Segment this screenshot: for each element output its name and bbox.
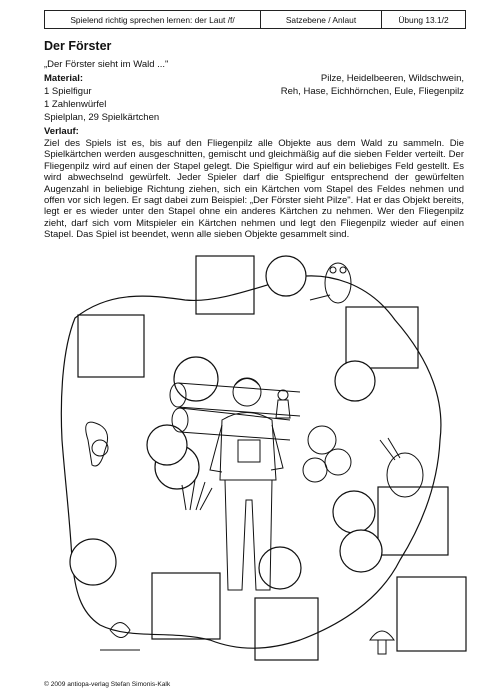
procedure-heading: Verlauf:: [44, 126, 79, 137]
card-field: [397, 577, 466, 651]
material-item: 1 Zahlenwürfel: [44, 99, 107, 110]
card-field: [196, 256, 254, 314]
procedure-text: Ziel des Spiels ist es, bis auf den Fliegenpilz alle Objekte aus dem Wald zu sammeln. Die Spielkärtchen werden ausgeschnitten, gemischt und gleichmäßig auf die sieben Felder verteilt. Der Fliegenpilz wird auf einen der Stapel gelegt. Die Spielfigur wird auf ein beliebiges Feld gestellt. Es wird abwechselnd gewürfelt. Jeder Spieler darf die Spielfigur entsprechend der gewürfelten Augenzahl in beliebige Richtung ziehen, sich ein Kärtchen vom Stapel des Feldes nehmen und offen vor sich legen. Er sagt dabei zum Beispiel: „Der Förster sieht Pilze". Hat er das Objekt bereits, legt er es wieder unter den Stapel ohne ein anderes Kärtchen zu nehmen. Wer den Fliegenpilz zieht, darf sich vom Mitspieler ein Kärtchen nehmen und legt den Fliegenpilz wieder auf einen Stapel. Das Spiel ist beendet, wenn alle sieben Objekte gesammelt sind.: [44, 138, 464, 241]
header-level: Satzebene / Anlaut: [261, 11, 382, 28]
material-heading: Material:: [44, 73, 84, 84]
path-circle: [259, 547, 301, 589]
squirrel: [86, 422, 108, 466]
path-circle: [335, 361, 375, 401]
path-circle: [340, 530, 382, 572]
card-field: [78, 315, 144, 377]
copyright-footer: © 2009 antiopa-verlag Stefan Simonis-Kalk: [44, 681, 171, 688]
path-circle: [266, 256, 306, 296]
card-field: [378, 487, 448, 555]
header-exercise-number: Übung 13.1/2: [398, 14, 449, 25]
path-circle: [333, 491, 375, 533]
path-circle: [174, 357, 218, 401]
toadstool: [370, 631, 394, 654]
card-field: [152, 573, 220, 639]
owl: [310, 263, 351, 303]
sentence-frame: „Der Förster sieht im Wald ...": [44, 59, 169, 70]
card-field: [346, 307, 418, 368]
path-circle: [147, 425, 187, 465]
path-circle: [70, 539, 116, 585]
material-objects-line-1: Pilze, Heidelbeeren, Wildschwein,: [320, 73, 464, 84]
page-title: Der Förster: [44, 39, 112, 53]
hare: [380, 438, 423, 497]
card-field: [255, 598, 318, 660]
material-objects-line-2: Reh, Hase, Eichhörnchen, Eule, Fliegenpilz: [280, 86, 464, 97]
bird-figure: [100, 623, 140, 651]
material-item: Spielplan, 29 Spielkärtchen: [44, 112, 160, 123]
small-gnome-figure: [276, 390, 290, 418]
header-course: Spielend richtig sprechen lernen: der Laut /f/: [45, 11, 261, 28]
material-item: 1 Spielfigur: [44, 86, 92, 97]
